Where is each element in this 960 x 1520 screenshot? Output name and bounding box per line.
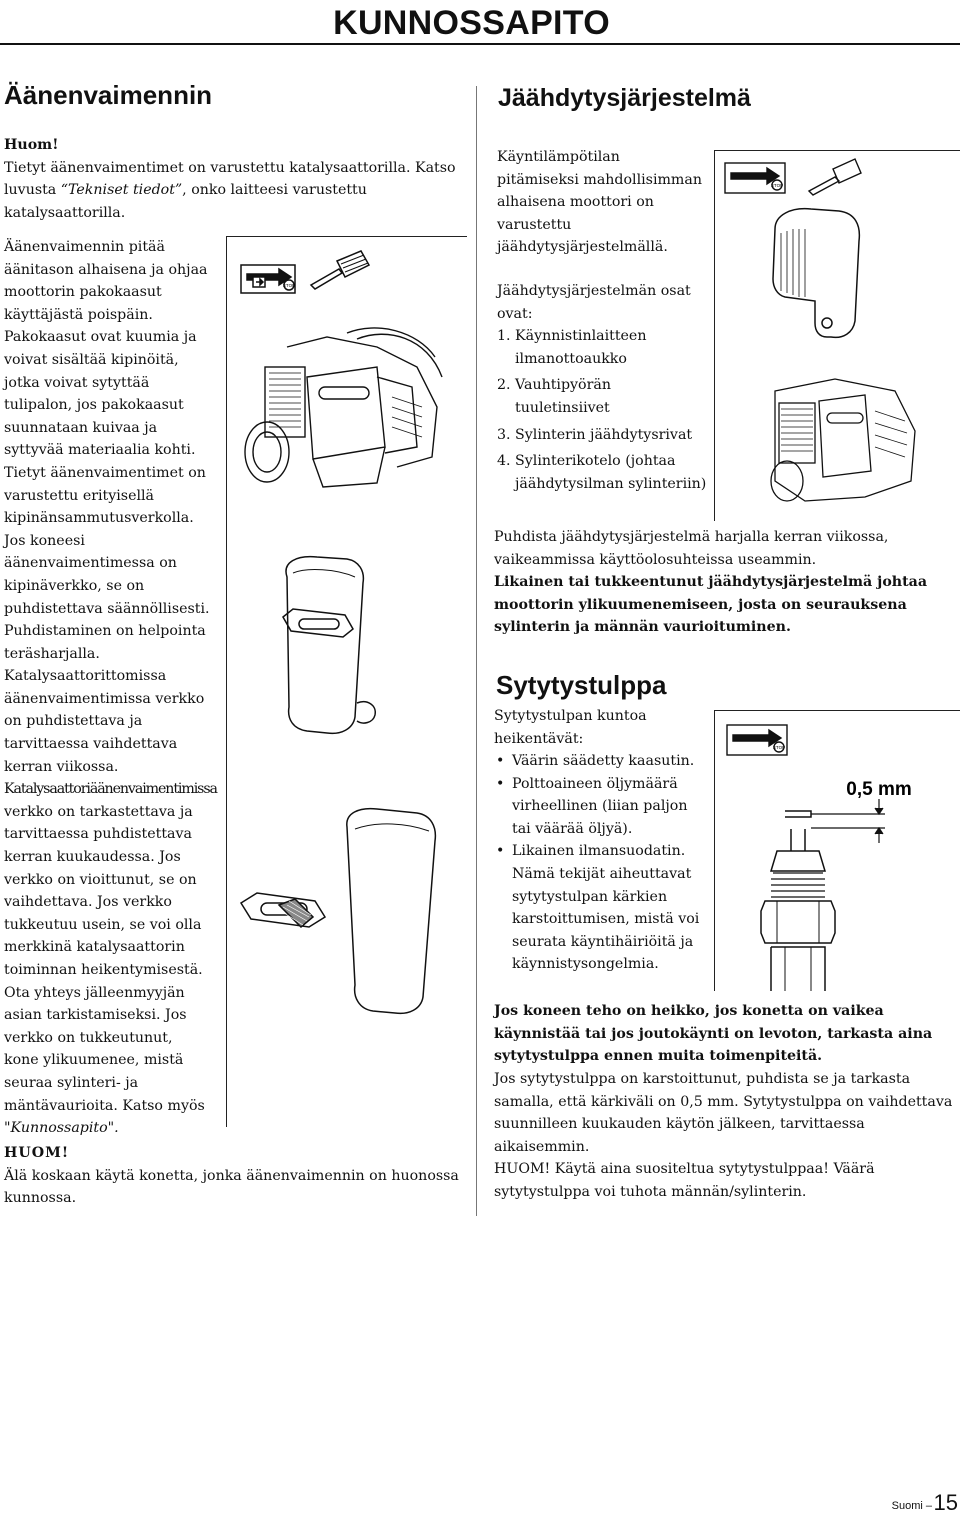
- muffler-line: puhdistettava säännöllisesti.: [4, 600, 210, 617]
- muffler-line: äänenvaimentimessa on: [4, 555, 177, 572]
- muffler-line: kone ylikuumenee, mistä: [4, 1052, 184, 1069]
- note-label: Huom!: [4, 137, 59, 153]
- muffler-line: Äänenvaimennin pitää: [4, 239, 165, 255]
- muffler-line: Tietyt äänenvaimentimet on: [4, 464, 206, 481]
- note-ref: “Tekniset tiedot”: [60, 182, 183, 199]
- spark-clean-text: Jos sytytystulppa on karstoittunut, puhdista se ja tarkasta samalla, että kärkiväli on 0,5 mm. Sytytystulppa on vaihdettava suunnilleen kuukauden käytön jälkeen, tarvittaessa aikaisemmin.: [494, 1071, 953, 1155]
- spark-heading: Sytytystulppa: [496, 670, 667, 700]
- muffler-line: tukkeutuu usein, se voi olla: [4, 916, 202, 933]
- parts-label: Jäähdytysjärjestelmän osat ovat:: [497, 283, 691, 322]
- cooling-intro: Käyntilämpötilan pitämiseksi mahdollisimman alhaisena moottori on varustettu jäähdytysjärjestelmällä.: [497, 149, 702, 256]
- stop-label: STOP: [770, 183, 784, 188]
- brush-icon: [311, 251, 369, 289]
- page-number: 15: [933, 1490, 958, 1515]
- muffler-line: äänenvaimentimissa verkko: [4, 690, 205, 707]
- muffler-line: vaihdettava. Jos verkko: [4, 894, 172, 911]
- maintenance-ref: "Kunnossapito".: [4, 1120, 119, 1137]
- muffler-line: on puhdistettava ja: [4, 713, 143, 730]
- cooling-illustration-frame: [714, 150, 960, 521]
- muffler-warning: [4, 1142, 464, 1210]
- muffler-illustration: [227, 237, 467, 1127]
- note-text: Tietyt äänenvaimentimet on varustettu katalysaattorilla. Katso luvusta: [4, 159, 456, 199]
- muffler-line: jotka voivat sytyttää: [4, 374, 150, 391]
- cooling-parts: [497, 280, 707, 499]
- muffler-line: tarvittaessa vaihdettava: [4, 736, 178, 753]
- stop-arrow-icon: [727, 725, 787, 755]
- cylinder-cover-drawing: [773, 209, 859, 338]
- stop-label: STOP: [772, 745, 786, 750]
- muffler-line: asian tarkistamiseksi. Jos: [4, 1007, 187, 1024]
- cooling-clean: Puhdista jäähdytysjärjestelmä harjalla kerran viikossa, vaikeammissa käyttöolosuhteissa useammin.: [494, 529, 889, 568]
- warning-text: Älä koskaan käytä konetta, jonka äänenvaimennin on huonossa kunnossa.: [4, 1167, 459, 1207]
- parts-item: 1. Käynnistinlaitteen ilmanottoaukko: [497, 328, 647, 367]
- gap-dimension: [811, 799, 885, 843]
- muffler-heading: Äänenvaimennin: [4, 80, 213, 110]
- muffler-line: verkko on tarkastettava ja: [4, 803, 193, 820]
- cause-item: • Väärin säädetty kaasutin.: [496, 750, 701, 773]
- muffler-line: äänitason alhaisena ja ohjaa: [4, 261, 208, 278]
- muffler-line: teräsharjalla.: [4, 645, 100, 662]
- sparkplug-illustration: [715, 711, 960, 991]
- footer-lang: Suomi –: [891, 1500, 932, 1512]
- muffler-line: tulipalon, jos pakokaasut: [4, 397, 184, 414]
- muffler-line: kerran viikossa.: [4, 758, 119, 775]
- page-header: KUNNOSSAPITO: [333, 4, 610, 42]
- muffler-line: Puhdistaminen on helpointa: [4, 623, 206, 640]
- column-divider: [476, 86, 477, 1216]
- parts-item: 4. Sylinterikotelo (johtaa jäähdytysilman sylinteriin): [497, 453, 707, 492]
- muffler-line: syttyvää materiaalia kohti.: [4, 442, 196, 459]
- stop-arrow-icon: [725, 163, 785, 193]
- cooling-heading: Jäähdytysjärjestelmä: [498, 84, 751, 112]
- cooling-illustration: [715, 151, 960, 521]
- header-rule: [0, 43, 960, 45]
- muffler-line: Ota yhteys jälleenmyyjän: [4, 984, 185, 1001]
- muffler-line: Pakokaasut ovat kuumia ja: [4, 329, 197, 346]
- note-text-end: , onko laitteesi varustettu katalysaattorilla.: [4, 182, 367, 221]
- parts-item: 3. Sylinterin jäähdytysrivat: [497, 426, 693, 443]
- muffler-line: käyttäjästä poispäin.: [4, 306, 153, 323]
- cooling-warning: Likainen tai tukkeentunut jäähdytysjärjestelmä johtaa moottorin ylikuumenemiseen, josta on seurauksena sylinterin ja männän vaurioituminen.: [494, 574, 928, 636]
- brush-icon: [809, 159, 861, 195]
- engine-drawing: [245, 328, 442, 487]
- muffler-line: merkkinä katalysaattorin: [4, 939, 185, 956]
- muffler-line: voivat sisältää kipinöitä,: [4, 351, 179, 368]
- muffler-line: verkko on tukkeutunut,: [4, 1029, 173, 1046]
- muffler-line: seuraa sylinteri- ja: [4, 1074, 139, 1091]
- muffler-line: verkko on vioittunut, se on: [4, 871, 197, 888]
- gap-label: 0,5 mm: [846, 779, 912, 800]
- spark-check-warning: Jos koneen teho on heikko, jos konetta on vaikea käynnistää tai jos joutokäynti on levoton, tarkasta aina sytytystulppa ennen muita toimenpiteitä.: [494, 1003, 933, 1065]
- muffler-drawing: [283, 557, 375, 734]
- spark-causes: [496, 750, 701, 976]
- muffler-line: Katalysaattorittomissa: [4, 668, 167, 685]
- muffler-illustration-frame: [226, 236, 467, 1127]
- spark-intro: Sytytystulpan kuntoa heikentävät:: [494, 708, 647, 747]
- stop-arrow-icon: [241, 265, 295, 293]
- muffler-line: toiminnan heikentymisestä.: [4, 962, 203, 978]
- muffler-line: moottorin pakokaasut: [4, 284, 162, 301]
- muffler-line: kipinäverkko, se on: [4, 577, 145, 594]
- sparkplug-drawing: [761, 811, 835, 991]
- parts-item: 2. Vauhtipyörän tuuletinsiivet: [497, 377, 611, 416]
- muffler-line-condensed: Katalysaattoriäänenvaimentimissa: [4, 781, 217, 798]
- muffler-screen-drawing: [241, 809, 435, 1014]
- cause-item: • Polttoaineen öljymäärä virheellinen (liian paljon tai väärää öljyä).: [496, 773, 701, 841]
- muffler-line: tarvittaessa puhdistettava: [4, 826, 192, 843]
- warning-label: HUOM!: [4, 1145, 70, 1161]
- spark-recommend-text: HUOM! Käytä aina suositeltua sytytystulppaa! Väärä sytytystulppa voi tuhota männän/sylinterin.: [494, 1161, 875, 1200]
- muffler-line: Jos koneesi: [4, 532, 85, 549]
- sparkplug-illustration-frame: [714, 710, 960, 991]
- muffler-line: kerran kuukaudessa. Jos: [4, 849, 181, 866]
- muffler-line: varustettu erityisellä: [4, 487, 155, 504]
- stop-label: STOP: [282, 283, 296, 288]
- muffler-line: kipinänsammutusverkolla.: [4, 510, 194, 527]
- cause-item: • Likainen ilmansuodatin. Nämä tekijät aiheuttavat sytytystulpan kärkien karstoittumisen, mistä voi seurata käyntihäiriöitä ja käynnistysongelmia.: [496, 840, 701, 976]
- engine-drawing: [771, 379, 915, 501]
- muffler-line: mäntävaurioita. Katso myös: [4, 1097, 205, 1114]
- muffler-line: suunnataan kuivaa ja: [4, 419, 158, 436]
- muffler-note: [4, 134, 459, 224]
- muffler-body: [4, 236, 234, 1140]
